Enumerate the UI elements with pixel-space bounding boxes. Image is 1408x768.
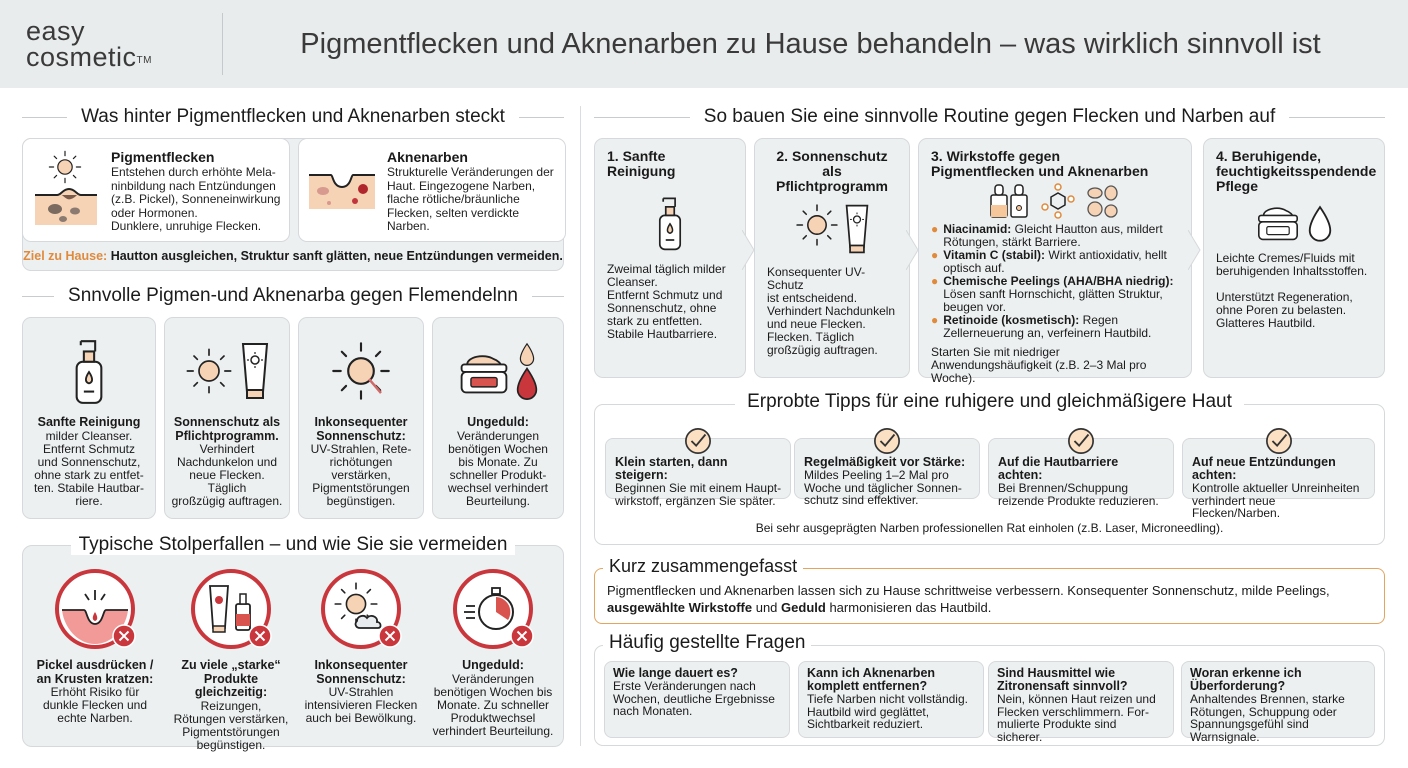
tip-card	[988, 438, 1174, 508]
faq-question: Wie lange dauert es?	[613, 666, 738, 680]
ingredient-item: ● Vitamin C (stabil): Wirkt antioxidativ, hellt optisch auf.	[931, 248, 1167, 275]
summary-text: Pigmentflecken und Aknenarben lassen sich zu Hause schrittweise verbessern. Konsequenter Sonnenschutz, milde Peelings, ausgewählte Wirkstoffe und Geduld harmonisieren das Hautbild.	[607, 583, 1330, 615]
cause-title: Aknenarben	[387, 149, 468, 165]
logo-tm: TM	[136, 55, 152, 66]
measure-title: Sanfte Reinigung	[37, 415, 141, 429]
divider-line	[532, 296, 564, 297]
tips-panel	[594, 391, 1385, 545]
prohibited-x-icon	[248, 624, 272, 648]
faq-question: Woran erkenne ich Überforderung?	[1190, 666, 1302, 693]
tip-title: Regelmäßigkeit vor Stärke:	[804, 455, 966, 469]
pitfalls-panel	[22, 534, 564, 752]
measure-card-inconsistent-sunscreen	[298, 317, 424, 519]
routine-heading: So bauen Sie eine sinnvolle Routine gegen Flecken und Narben auf	[703, 106, 1276, 127]
pitfall-text: UV-Strahlen intensivieren Flecken auch bei Bewölkung.	[304, 685, 418, 725]
checkmark-icon	[1265, 427, 1293, 455]
pitfall-item	[429, 568, 557, 738]
page-title: Pigmentflecken und Aknenarben zu Hause behandeln – was wirklich sinnvoll ist	[300, 27, 1321, 60]
routine-step-3	[918, 138, 1192, 385]
faq-answer: Erste Veränderungen nach Wochen, deutliche Ergebnisse nach Monaten.	[613, 679, 775, 718]
pump-bottle-icon	[23, 332, 155, 410]
goal-text: Hautton ausgleichen, Struktur sanft glätten, neue Entzündungen vermeiden.	[110, 249, 563, 263]
summary-panel	[594, 556, 1385, 624]
sun-sunscreen-icon	[165, 332, 289, 410]
skin-scar-icon	[307, 149, 377, 231]
tip-title: Klein starten, dann steigern:	[615, 455, 728, 482]
faq-question: Kann ich Aknenarben komplett entfernen?	[807, 666, 936, 693]
faq-heading: Häufig gestellte Fragen	[603, 632, 811, 654]
step-text: Konsequenter UV-Schutz ist entscheidend. Verhindert Nachdunkeln und neue Flecken. Flecken. Täglich großzügig auftragen.	[767, 265, 896, 357]
serum-molecule-botanical-icon	[931, 183, 1179, 219]
ingredient-item: ● Niacinamid: Gleicht Hautton aus, mildert Rötungen, stärkt Barriere.	[931, 222, 1163, 249]
measure-text: milder Cleanser. Entfernt Schmutz und Sonnenschutz, ohne stark zu entfet- ten. Stabile Hautbar- riere.	[33, 428, 145, 508]
tips-heading: Erprobte Tipps für eine ruhigere und gleichmäßigere Haut	[735, 391, 1244, 412]
faq-answer: Nein, können Haut reizen und Flecken verschlimmern. For-mulierte Produkte sind sicherer.	[997, 692, 1156, 744]
faq-question: Sind Hausmittel wie Zitronensaft sinnvoll?	[997, 666, 1128, 693]
measure-card-sunscreen	[164, 317, 290, 519]
tip-title: Auf neue Entzündungen achten:	[1192, 455, 1336, 482]
measure-title: Ungeduld:	[467, 415, 529, 429]
pitfall-item	[31, 568, 159, 725]
measures-heading: Snnvolle Pigmen-und Aknenarba gegen Flemendelnn	[68, 285, 518, 306]
tip-text: Beginnen Sie mit einem Haupt-wirkstoff, ergänzen Sie später.	[615, 481, 782, 508]
sun-cloud-icon	[320, 568, 402, 650]
sun-skin-pigment-icon	[31, 149, 101, 231]
prohibited-x-icon	[378, 624, 402, 648]
checkmark-icon	[1067, 427, 1095, 455]
divider-line	[594, 117, 690, 118]
tips-note: Bei sehr ausgeprägten Narben professionellen Rat einholen (z.B. Laser, Microneedling).	[755, 521, 1224, 535]
causes-heading: Was hinter Pigmentflecken und Aknenarben steckt	[81, 106, 505, 127]
cream-jar-drops-icon	[433, 332, 563, 410]
logo-line2: cosmetic	[26, 42, 137, 72]
cause-card-acne-scars	[298, 138, 566, 242]
cause-card-pigment	[22, 138, 290, 242]
measure-text: UV-Strahlen, Rete- richötungen verstärken, Pigmentstörungen begünstigen.	[310, 442, 412, 508]
faq-item[interactable]	[988, 661, 1174, 744]
tip-title: Auf die Hautbarriere achten:	[998, 455, 1119, 482]
routine-step-2	[754, 138, 910, 378]
pitfalls-heading-row	[23, 534, 563, 556]
faq-item[interactable]	[1181, 661, 1375, 744]
tip-card	[794, 438, 980, 507]
tip-text: Kontrolle aktueller Unreinheiten verhindert neue Flecken/Narben.	[1192, 481, 1360, 520]
cause-text: Strukturelle Veränderungen der Haut. Eingezogene Narben, flache rötliche/bräunliche Flecken, selten verdickte Narben.	[387, 165, 554, 233]
cream-jar-drop-icon	[1216, 200, 1372, 242]
measure-title: Sonnenschutz als Pflichtprogramm.	[173, 415, 281, 443]
routine-heading-row	[594, 106, 1385, 128]
active-ingredients-list	[931, 223, 1179, 385]
checkmark-icon	[684, 427, 712, 455]
prohibited-x-icon	[112, 624, 136, 648]
faq-item[interactable]	[798, 661, 984, 738]
goal-label: Ziel zu Hause:	[23, 249, 108, 263]
column-divider	[580, 106, 581, 746]
pitfall-item	[167, 568, 295, 752]
tip-card	[605, 438, 791, 508]
tip-text: Mildes Peeling 1–2 Mal pro Woche und täglicher Sonnen-schutz sind effektiver.	[804, 468, 962, 507]
pump-bottle-icon	[607, 193, 733, 253]
summary-heading: Kurz zusammengefasst	[603, 556, 803, 577]
tip-text: Bei Brennen/Schuppung reizende Produkte reduzieren.	[998, 481, 1159, 508]
measure-card-impatience	[432, 317, 564, 519]
step-title: 1. Sanfte Reinigung	[607, 148, 676, 179]
checkmark-icon	[873, 427, 901, 455]
step-arrow-icon	[1188, 230, 1202, 270]
pitfall-item	[297, 568, 425, 725]
step-title: 4. Beruhigende, feuchtigkeitsspendende Pflege	[1216, 148, 1377, 194]
tips-heading-row	[595, 391, 1384, 413]
home-goal	[23, 249, 563, 263]
measure-card-cleansing	[22, 317, 156, 519]
step-note: Starten Sie mit niedriger Anwendungshäufigkeit (z.B. 2–3 Mal pro Woche).	[931, 345, 1147, 385]
pitfalls-heading: Typische Stolperfallen – und wie Sie sie vermeiden	[71, 534, 516, 555]
pitfall-title: Pickel ausdrücken / an Krusten kratzen:	[36, 658, 154, 686]
routine-step-1	[594, 138, 746, 378]
step-title: 2. Sonnenschutz als Pflichtprogramm	[775, 148, 888, 194]
measure-title: Inkonsequenter Sonnenschutz:	[314, 415, 408, 443]
pitfall-title: Inkonsequenter Sonnenschutz:	[314, 658, 408, 686]
divider-line	[519, 117, 564, 118]
faq-answer: Tiefe Narben nicht vollständig. Hautbild wird geglättet, Sichtbarkeit reduziert.	[807, 692, 968, 731]
stopwatch-icon	[452, 568, 534, 650]
logo-line1: easy	[26, 16, 86, 46]
faq-answer: Anhaltendes Brennen, starke Rötungen, Schuppung oder Spannungsgefühl sind Warnsignale.	[1190, 692, 1345, 744]
routine-step-4	[1203, 138, 1385, 378]
divider-line	[1289, 117, 1385, 118]
divider-line	[22, 296, 54, 297]
step-text: Zweimal täglich milder Cleanser. Entfernt Schmutz und Sonnenschutz, ohne stark zu entfetten. Stabile Hautbarriere.	[607, 262, 726, 341]
faq-panel	[594, 632, 1385, 746]
cause-text: Entstehen durch erhöhte Mela- ninbildung nach Entzündungen (z.B. Pickel), Sonneneinwirkung oder Hormonen. Dunklere, unruhige Flecken.	[111, 165, 281, 233]
measure-text: Veränderungen benötigen Wochen bis Monate. Zu schneller Produkt- wechsel verhindert Beurteilung.	[447, 428, 549, 508]
ingredient-item: ● Chemische Peelings (AHA/BHA niedrig): Lösen sanft Hornschicht, glätten Struktur, beugen vor.	[931, 274, 1174, 314]
cause-title: Pigmentflecken	[111, 149, 215, 165]
tip-card	[1182, 438, 1375, 520]
pitfall-title: Ungeduld:	[462, 658, 524, 672]
pitfall-text: Reizungen, Rötungen verstärken, Pigmentstörungen begünstigen.	[173, 698, 289, 752]
pitfall-title: Zu viele „starke“ Produkte gleichzeitig:	[181, 658, 281, 699]
step-text: Leichte Cremes/Fluids mit beruhigenden Inhaltsstoffen. Unterstützt Regeneration, ohne Poren zu belasten. Glatteres Hautbild.	[1216, 251, 1368, 330]
pitfall-text: Veränderungen benötigen Wochen bis Monate. Zu schneller Produktwechsel verhindert Beurteilung.	[432, 671, 554, 738]
sun-sunscreen-icon	[767, 202, 897, 256]
prohibited-x-icon	[510, 624, 534, 648]
pitfall-text: Erhöht Risiko für dunkle Flecken und echte Narben.	[42, 685, 148, 725]
causes-heading-row	[22, 106, 564, 128]
too-many-products-icon	[190, 568, 272, 650]
divider-line	[22, 117, 67, 118]
step-title: 3. Wirkstoffe gegen Pigmentflecken und Aknenarben	[931, 148, 1149, 179]
causes-panel	[22, 138, 564, 271]
sun-magnifier-icon	[299, 332, 423, 410]
logo[interactable]	[0, 18, 222, 70]
pimple-squeeze-icon	[54, 568, 136, 650]
measures-heading-row	[22, 285, 564, 307]
measure-text: Verhindert Nachdunkelon und neue Flecken. Täglich großzügig auftragen.	[171, 442, 283, 508]
header	[0, 0, 1408, 88]
faq-item[interactable]	[604, 661, 790, 738]
ingredient-item: ● Retinoide (kosmetisch): Regen Zellerneuerung an, verfeinern Hautbild.	[931, 313, 1152, 340]
